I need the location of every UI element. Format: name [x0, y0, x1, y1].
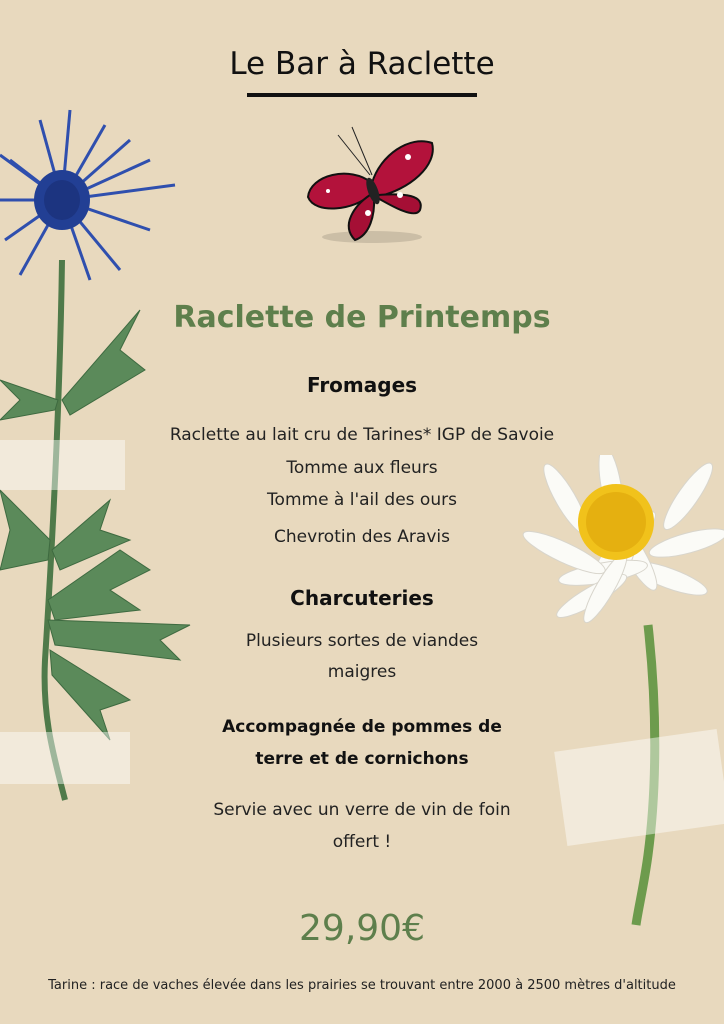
bar-title: Le Bar à Raclette	[229, 46, 495, 82]
accompaniment-line: terre et de cornichons	[255, 749, 469, 769]
charcuterie-line: Plusieurs sortes de viandes	[245, 631, 479, 651]
butterfly-icon	[300, 125, 440, 245]
served-line: Servie avec un verre de vin de foin	[213, 800, 511, 820]
list-item: Raclette au lait cru de Tarines* IGP de Savoie	[169, 425, 555, 445]
section-title-fromages: Fromages	[306, 373, 418, 397]
list-item: Tomme aux fleurs	[286, 458, 438, 478]
title-underline	[247, 93, 477, 97]
charcuterie-line: maigres	[327, 662, 397, 682]
list-item: Chevrotin des Aravis	[274, 527, 450, 547]
footnote-term: Tarine :	[48, 978, 96, 993]
served-line: offert !	[332, 832, 392, 852]
accompaniment-line: Accompagnée de pommes de	[222, 717, 502, 737]
menu-heading: Raclette de Printemps	[173, 300, 551, 335]
section-title-charcuteries: Charcuteries	[290, 586, 434, 610]
footnote	[0, 978, 724, 993]
list-item: Tomme à l'ail des ours	[267, 490, 457, 510]
footnote-text: race de vaches élevée dans les prairies se trouvant entre 2000 à 2500 mètres d'altitude	[95, 978, 676, 993]
price: 29,90€	[299, 908, 425, 949]
